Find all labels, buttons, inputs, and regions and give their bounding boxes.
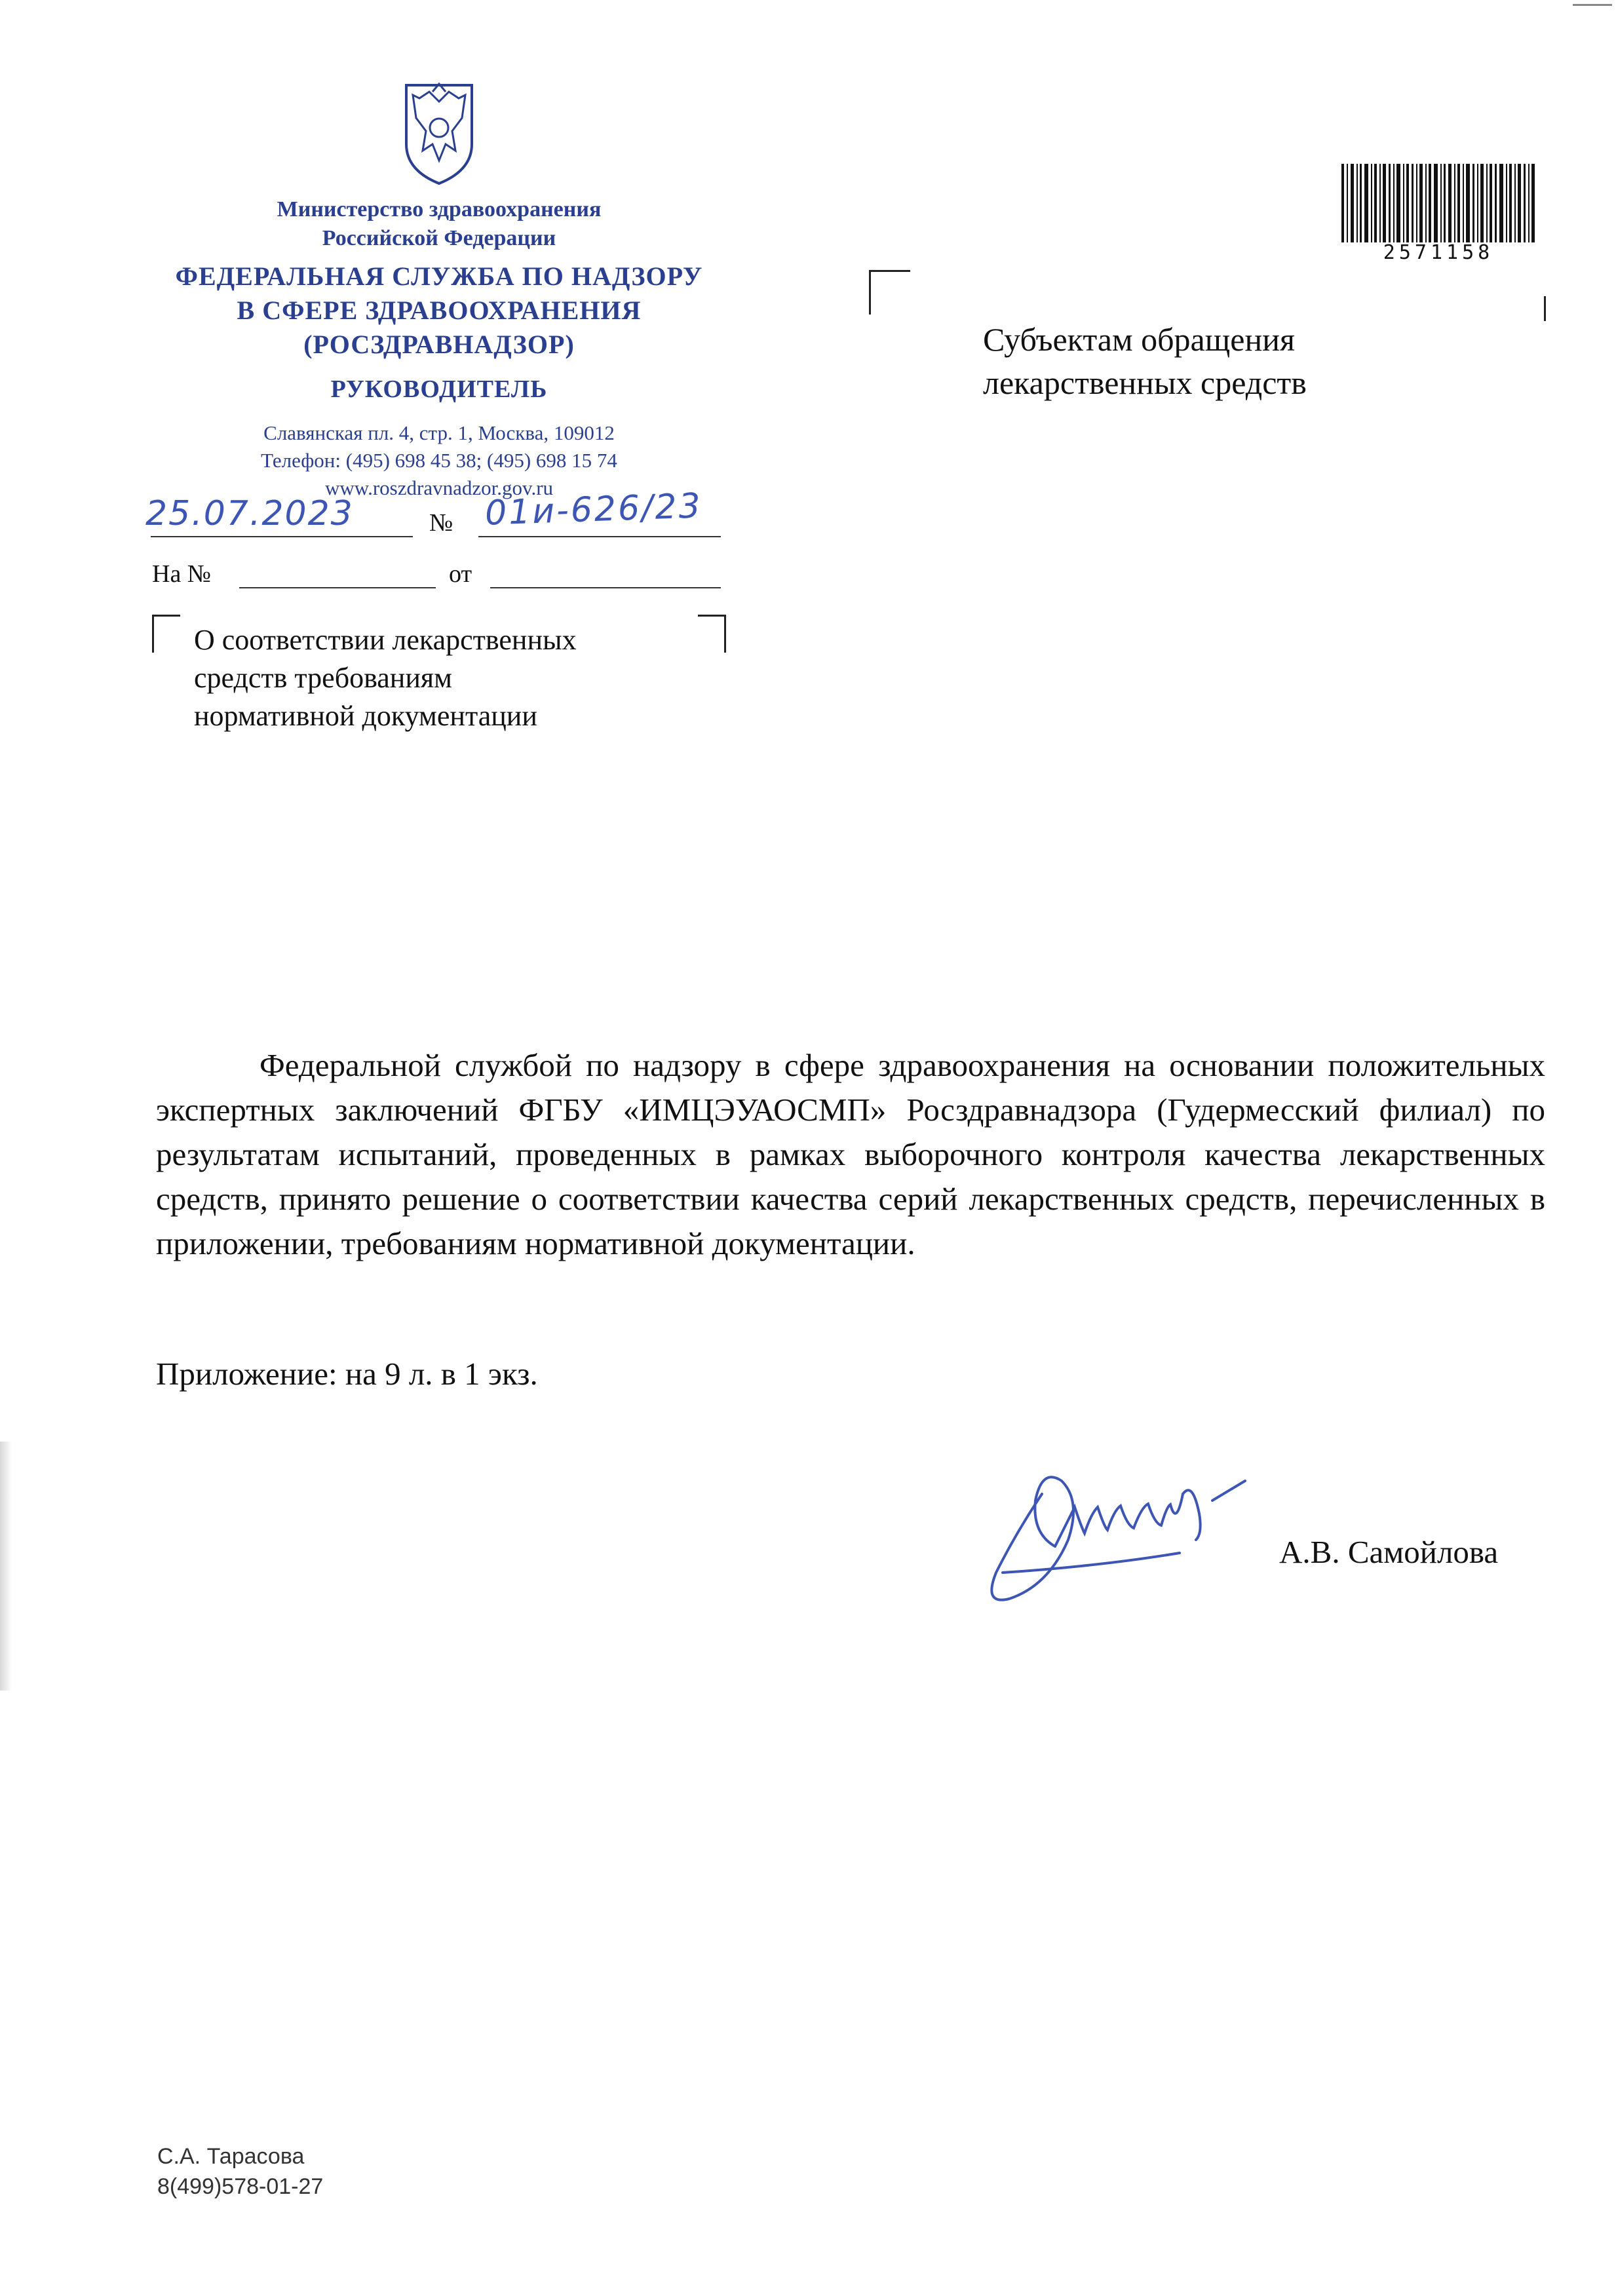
- registration-number: 01и-626/23: [484, 486, 703, 533]
- ministry-line-1: Министерство здравоохранения: [277, 197, 602, 221]
- phone-line: Телефон: (495) 698 45 38; (495) 698 15 74: [261, 449, 617, 472]
- attachment-note: Приложение: на 9 л. в 1 экз.: [156, 1356, 538, 1392]
- barcode-number: 2571158: [1383, 241, 1494, 264]
- date-underline: [151, 536, 413, 537]
- head-title: РУКОВОДИТЕЛЬ: [330, 375, 548, 403]
- in-reply-label: На №: [152, 560, 212, 588]
- number-underline: [478, 536, 721, 537]
- service-line-1: ФЕДЕРАЛЬНАЯ СЛУЖБА ПО НАДЗОРУ: [175, 261, 703, 291]
- in-reply-underline: [239, 587, 436, 588]
- service-line-2: В СФЕРЕ ЗДРАВООХРАНЕНИЯ: [237, 296, 642, 325]
- scan-mark: [1573, 4, 1612, 6]
- from-underline: [490, 587, 721, 588]
- addressee-line-1: Субъектам обращения: [983, 321, 1295, 358]
- subject-block: [194, 621, 705, 735]
- subject-bracket-left: [152, 615, 180, 653]
- registration-date: 25.07.2023: [145, 494, 354, 533]
- addressee-block: [983, 318, 1507, 404]
- body-paragraph: Федеральной службой по надзору в сфере здравоохранения на основании положительных экспертных заключений ФГБУ «ИМЦЭУАОСМП» Росздравнадзора (Гудермесский филиал) по результатам испытаний, проведенных в рамках выборочного контроля качества лекарственных средств, принято решение о соответствии качества серий лекарственных средств, перечисленных в приложении, требованиям нормативной документации.: [156, 1047, 1545, 1261]
- emblem-icon: [393, 72, 485, 187]
- number-label: №: [429, 509, 453, 537]
- barcode-icon: [1340, 164, 1537, 242]
- signer-name: А.В. Самойлова: [1279, 1534, 1499, 1570]
- scan-edge-shadow: [0, 1442, 12, 1691]
- executor-name: С.А. Тарасова: [157, 2144, 305, 2169]
- address-line: Славянская пл. 4, стр. 1, Москва, 109012: [263, 421, 615, 444]
- ministry-name: [151, 195, 727, 253]
- service-line-3: (РОСЗДРАВНАДЗОР): [303, 330, 575, 359]
- addressee-line-2: лекарственных средств: [983, 364, 1307, 401]
- subject-line-2: средств требованиям: [194, 662, 452, 694]
- service-name: [118, 259, 760, 362]
- subject-line-3: нормативной документации: [194, 700, 537, 732]
- addressee-bracket-mark: [1544, 296, 1546, 321]
- executor-phone: 8(499)578-01-27: [157, 2174, 324, 2199]
- executor-block: [157, 2141, 323, 2202]
- ministry-line-2: Российской Федерации: [322, 226, 556, 250]
- subject-line-1: О соответствии лекарственных: [194, 624, 577, 656]
- from-label: от: [449, 560, 472, 588]
- website-line: www.roszdravnadzor.gov.ru: [324, 476, 554, 499]
- addressee-bracket: [869, 270, 910, 315]
